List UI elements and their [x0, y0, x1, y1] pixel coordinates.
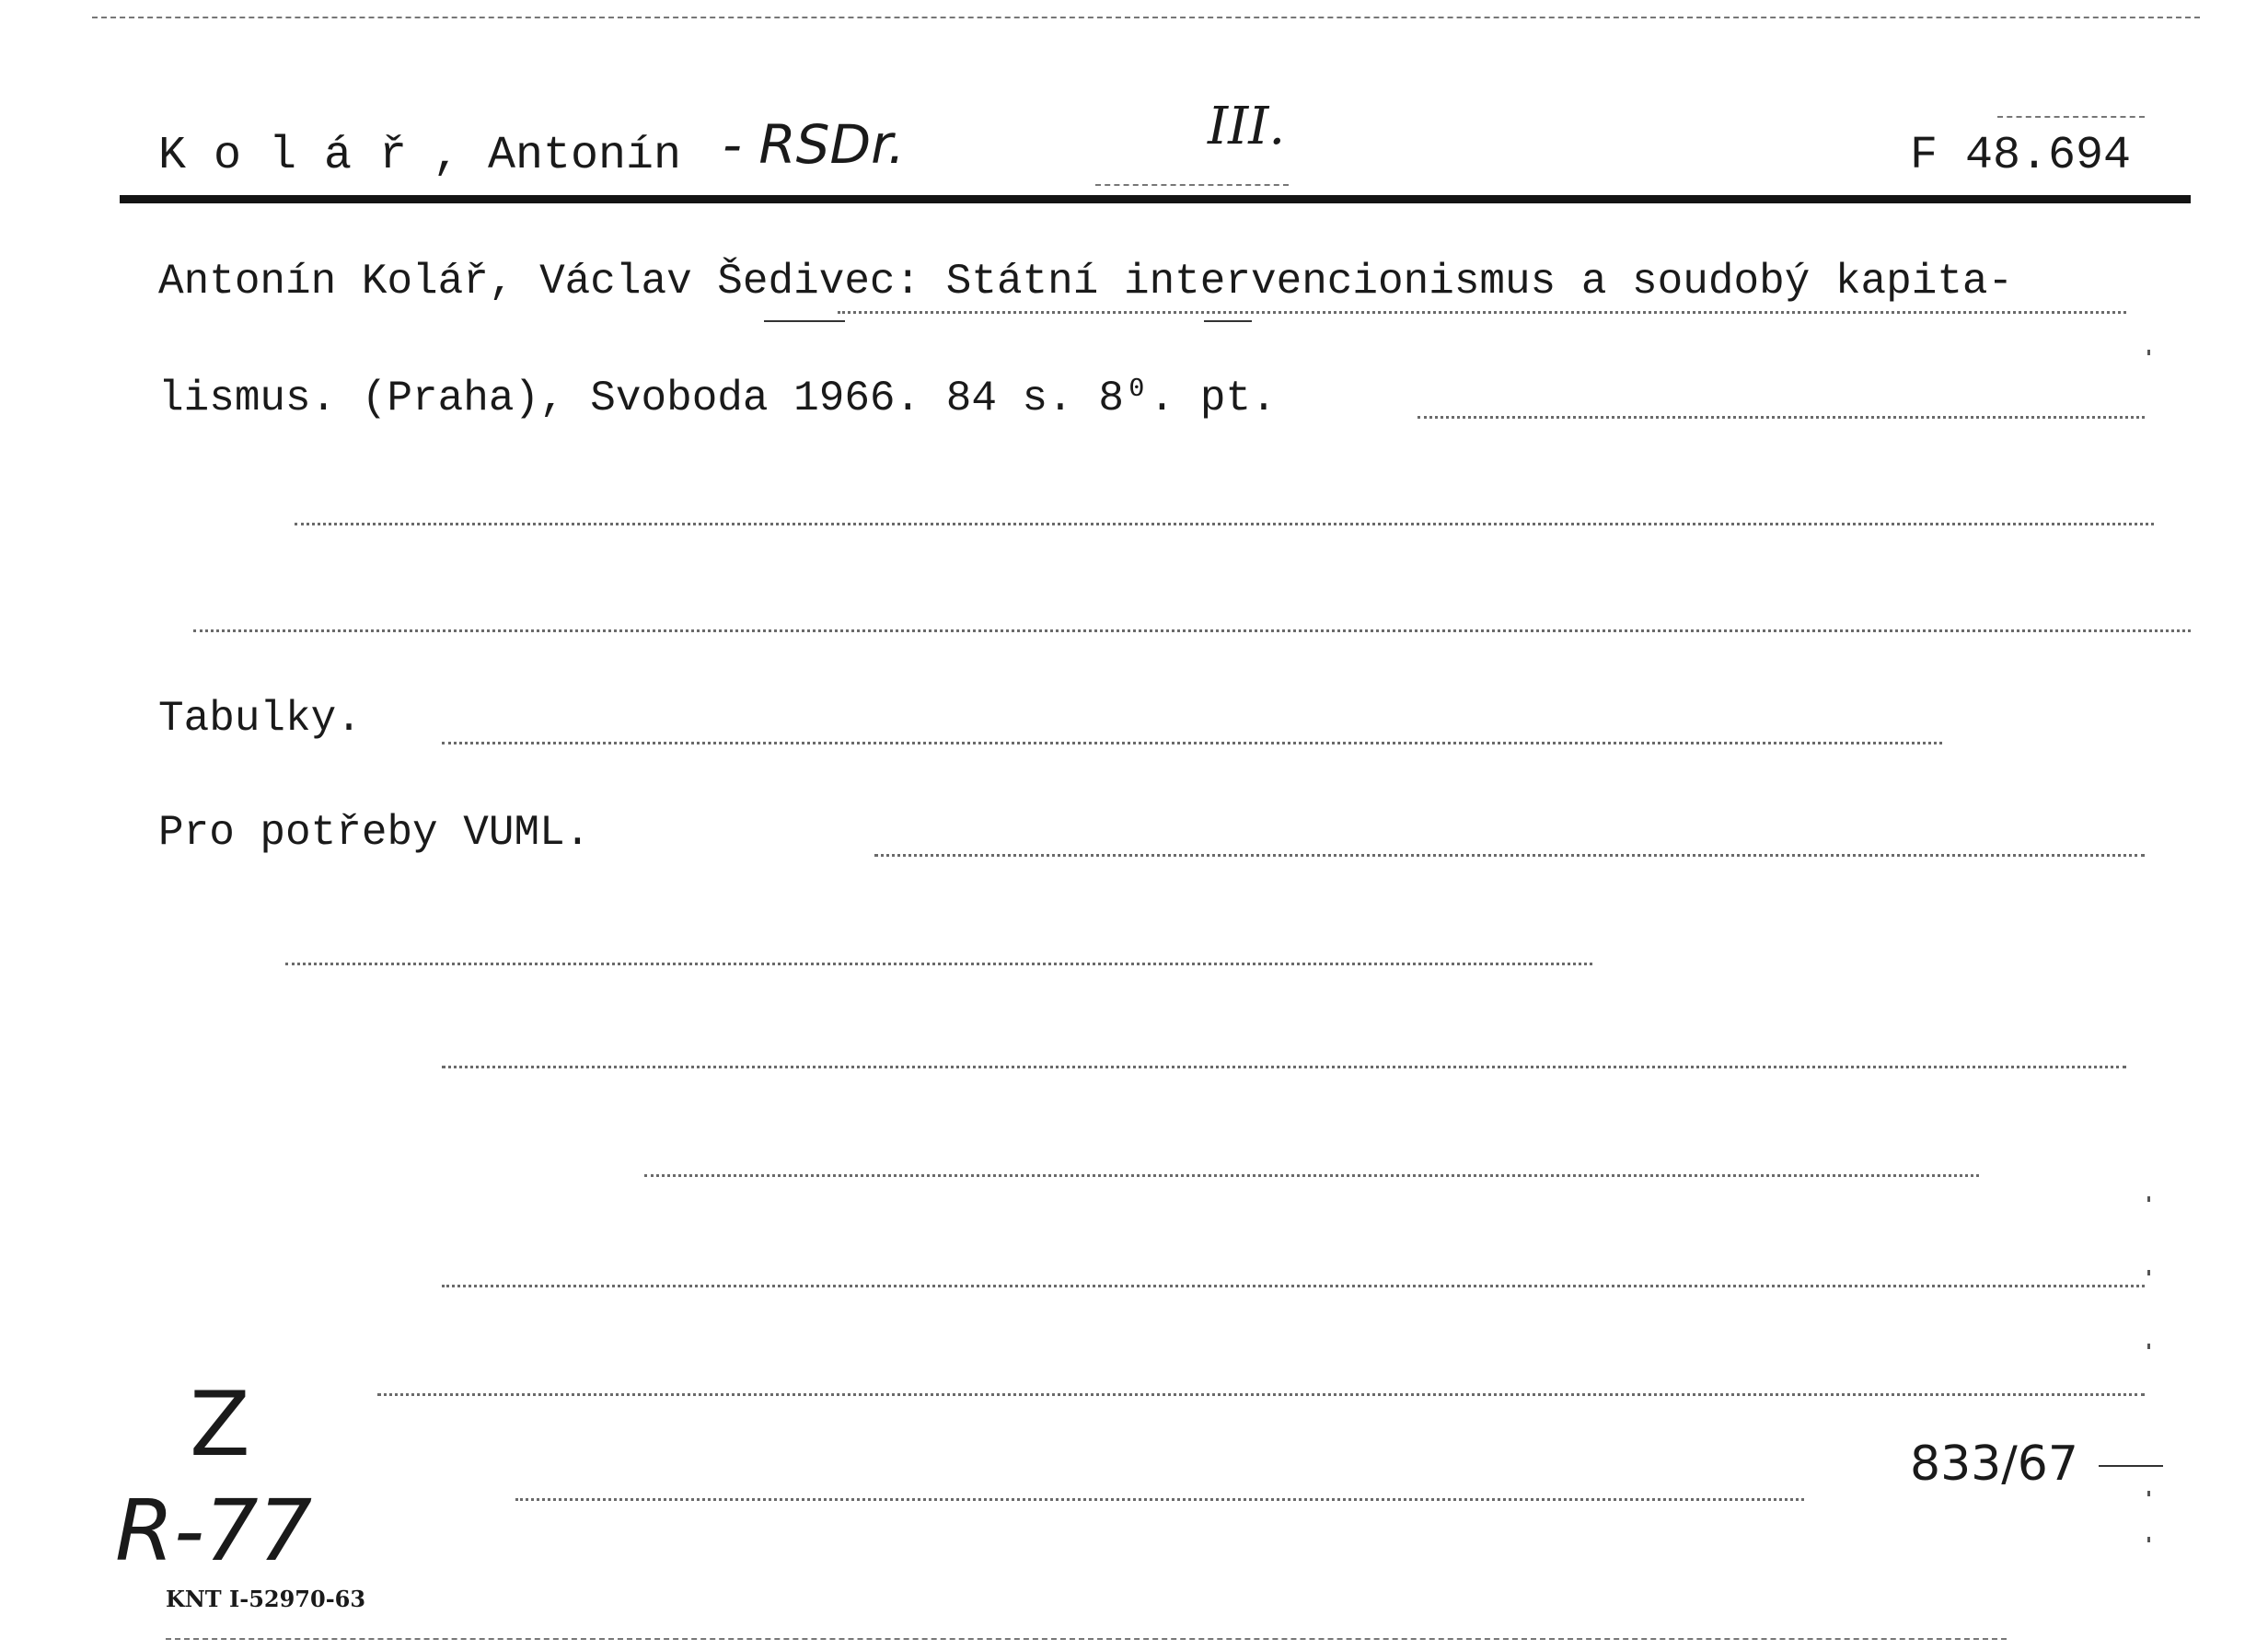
- entry-line-2: lismus. (Praha), Svoboda 1966. 84 s. 8⁰. pt.: [158, 375, 1277, 422]
- note-tabulky: Tabulky.: [158, 695, 362, 743]
- top-edge-dashes: [92, 17, 2200, 20]
- print-code: KNT I-52970-63: [166, 1586, 366, 1612]
- shelfmark-overline: [1997, 116, 2145, 120]
- header-dashes: [1095, 184, 1289, 188]
- underline-sedivec: [764, 320, 845, 322]
- dotted-line-3: [295, 523, 2154, 527]
- dotted-line-1: [838, 311, 2126, 316]
- handwritten-letter-z: Z: [190, 1373, 250, 1476]
- shelfmark: F 48.694: [1910, 130, 2132, 182]
- accession-dash: [2099, 1465, 2163, 1467]
- handwritten-code: R-77: [115, 1482, 313, 1580]
- entry-line-1: Antonín Kolář, Václav Šedivec: Státní intervencionismus a soudobý kapita-: [158, 258, 2014, 306]
- dotted-line-2: [1418, 416, 2145, 421]
- bottom-edge-dashes: [166, 1638, 2007, 1642]
- edge-tick: [2147, 350, 2150, 355]
- note-vuml: Pro potřeby VUML.: [158, 809, 591, 857]
- edge-tick: [2147, 1537, 2150, 1542]
- dotted-line-5: [442, 742, 1942, 746]
- roman-numeral: III.: [1208, 97, 1286, 156]
- underline-intervencionismus: [1204, 320, 1252, 322]
- dotted-line-9: [644, 1174, 1979, 1179]
- dotted-line-7: [285, 963, 1592, 967]
- edge-tick: [2147, 1344, 2150, 1349]
- header-given-name: , Antonín: [433, 130, 682, 182]
- dotted-line-8: [442, 1066, 2126, 1070]
- dotted-line-11: [377, 1393, 2145, 1398]
- dotted-line-10: [442, 1285, 2145, 1289]
- header-surname: K o l á ř: [158, 130, 408, 182]
- dotted-line-6: [874, 854, 2145, 859]
- edge-tick: [2147, 1196, 2150, 1202]
- dotted-line-12: [515, 1498, 1804, 1503]
- edge-tick: [2147, 1270, 2150, 1275]
- handwritten-degree-note: - RSDr.: [723, 113, 906, 176]
- accession-number: 833/67: [1910, 1437, 2078, 1492]
- edge-tick: [2147, 1491, 2150, 1496]
- header-rule: [120, 195, 2191, 203]
- dotted-line-4: [193, 629, 2191, 634]
